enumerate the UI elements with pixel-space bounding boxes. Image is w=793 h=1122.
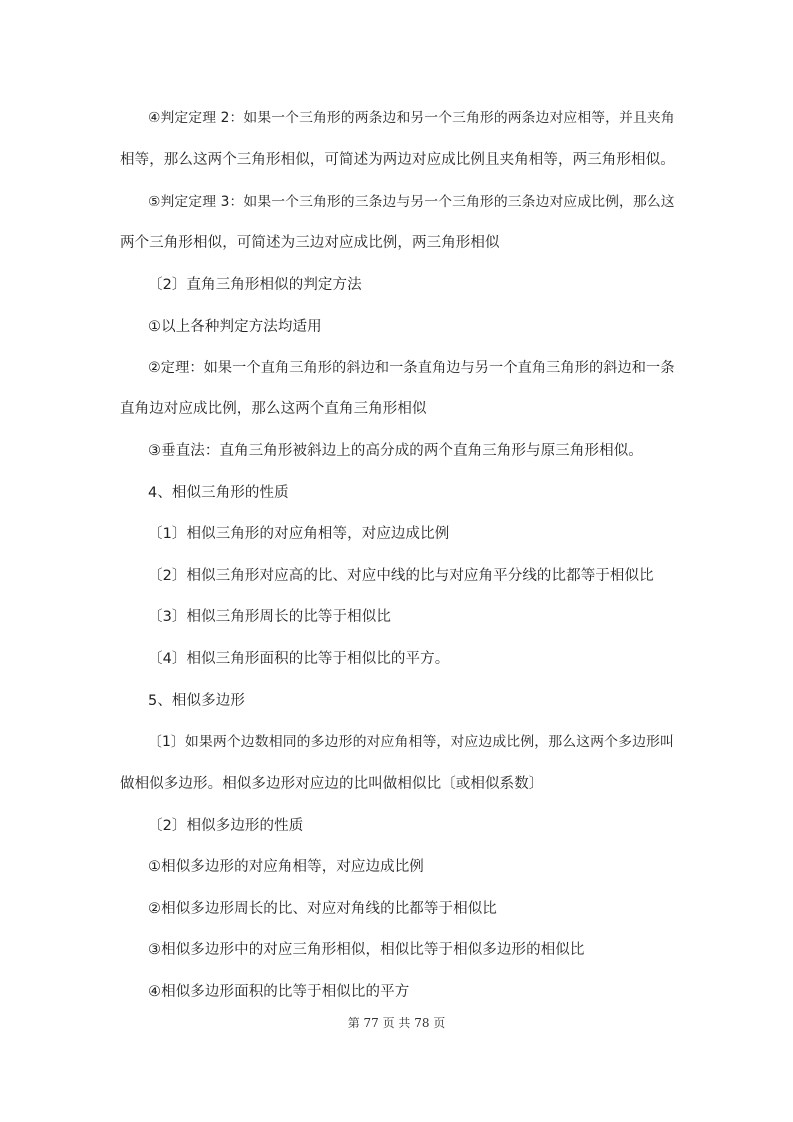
paragraph-line: 〔1〕相似三角形的对应角相等，对应边成比例 <box>148 526 450 542</box>
paragraph-line: ②定理：如果一个直角三角形的斜边和一条直角边与另一个直角三角形的斜边和一条 <box>148 360 675 376</box>
section-heading: 〔2〕直角三角形相似的判定方法 <box>148 277 362 293</box>
paragraph-line: 〔3〕相似三角形周长的比等于相似比 <box>148 609 391 625</box>
paragraph-line: ③垂直法：直角三角形被斜边上的高分成的两个直角三角形与原三角形相似。 <box>148 443 643 459</box>
paragraph-line: 相等，那么这两个三角形相似，可简述为两边对应成比例且夹角相等，两三角形相似。 <box>120 152 675 168</box>
paragraph-line: ③相似多边形中的对应三角形相似，相似比等于相似多边形的相似比 <box>148 942 585 958</box>
paragraph-line: 直角边对应成比例，那么这两个直角三角形相似 <box>120 401 427 417</box>
section-heading: 4、相似三角形的性质 <box>148 485 289 501</box>
paragraph-line: ④判定定理 2：如果一个三角形的两条边和另一个三角形的两条边对应相等，并且夹角 <box>148 110 675 126</box>
paragraph-line: 做相似多边形。相似多边形对应边的比叫做相似比〔或相似系数〕 <box>120 776 544 792</box>
paragraph-line: ②相似多边形周长的比、对应对角线的比都等于相似比 <box>148 901 497 917</box>
paragraph-line: ①相似多边形的对应角相等，对应边成比例 <box>148 859 424 875</box>
paragraph-line: 两个三角形相似，可简述为三边对应成比例，两三角形相似 <box>120 235 500 251</box>
paragraph-line: 〔2〕相似三角形对应高的比、对应中线的比与对应角平分线的比都等于相似比 <box>148 568 654 584</box>
paragraph-line: ⑤判定定理 3：如果一个三角形的三条边与另一个三角形的三条边对应成比例，那么这 <box>148 194 675 210</box>
paragraph-line: ④相似多边形面积的比等于相似比的平方 <box>148 984 410 1000</box>
paragraph-line: 〔4〕相似三角形面积的比等于相似比的平方。 <box>148 651 450 667</box>
section-heading: 5、相似多边形 <box>148 693 245 709</box>
section-heading: 〔2〕相似多边形的性质 <box>148 818 304 834</box>
page-footer: 第 77 页 共 78 页 <box>347 1016 446 1030</box>
paragraph-line: ①以上各种判定方法均适用 <box>148 319 322 335</box>
paragraph-line: 〔1〕如果两个边数相同的多边形的对应角相等，对应边成比例，那么这两个多边形叫 <box>148 734 675 750</box>
